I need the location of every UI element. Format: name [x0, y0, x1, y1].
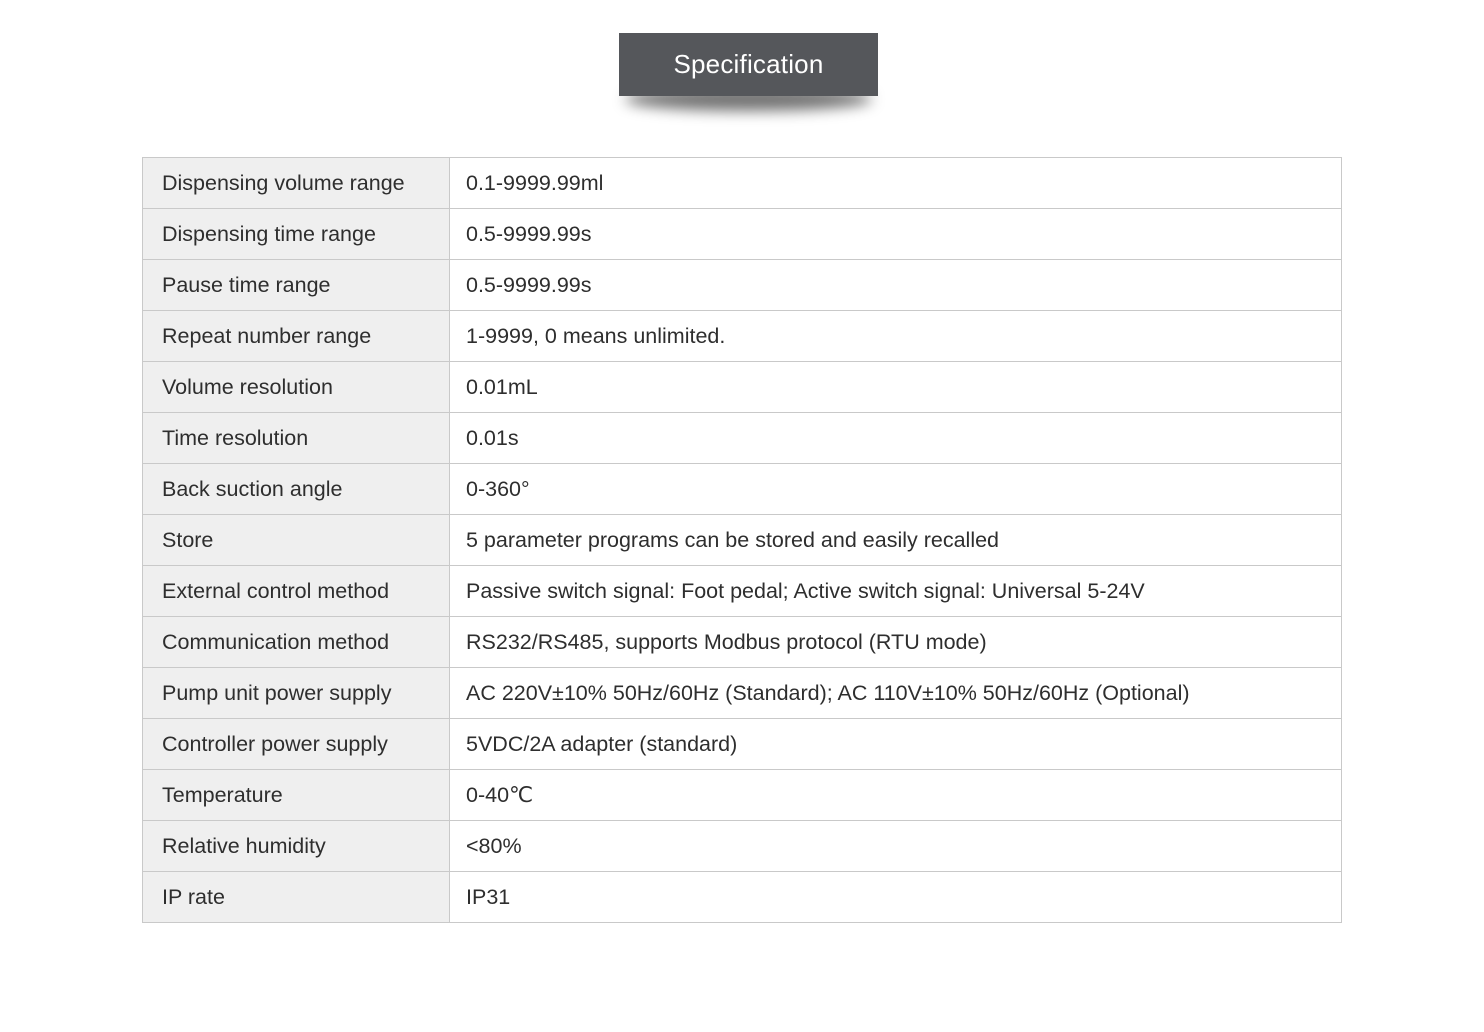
- spec-value-cell: <80%: [450, 821, 1342, 872]
- spec-value-cell: 5VDC/2A adapter (standard): [450, 719, 1342, 770]
- table-row: [143, 566, 1342, 617]
- table-row: [143, 719, 1342, 770]
- table-row: [143, 770, 1342, 821]
- table-row: [143, 668, 1342, 719]
- table-row: [143, 413, 1342, 464]
- table-row: [143, 158, 1342, 209]
- spec-value-cell: 0.01mL: [450, 362, 1342, 413]
- spec-value-cell: 0.5-9999.99s: [450, 209, 1342, 260]
- spec-label-cell: Pause time range: [143, 260, 450, 311]
- page-title: Specification: [619, 33, 878, 96]
- spec-value-cell: 0-360°: [450, 464, 1342, 515]
- specification-table-body: [143, 158, 1342, 923]
- spec-label-cell: Dispensing time range: [143, 209, 450, 260]
- spec-value-cell: 0.5-9999.99s: [450, 260, 1342, 311]
- spec-value-cell: RS232/RS485, supports Modbus protocol (RTU mode): [450, 617, 1342, 668]
- table-row: [143, 311, 1342, 362]
- spec-label-cell: Repeat number range: [143, 311, 450, 362]
- spec-label-cell: External control method: [143, 566, 450, 617]
- spec-label-cell: Temperature: [143, 770, 450, 821]
- table-row: [143, 362, 1342, 413]
- spec-label-cell: Controller power supply: [143, 719, 450, 770]
- table-row: [143, 872, 1342, 923]
- spec-label-cell: Pump unit power supply: [143, 668, 450, 719]
- spec-value-cell: 5 parameter programs can be stored and easily recalled: [450, 515, 1342, 566]
- spec-value-cell: 0.1-9999.99ml: [450, 158, 1342, 209]
- spec-label-cell: Communication method: [143, 617, 450, 668]
- table-row: [143, 209, 1342, 260]
- spec-label-cell: Relative humidity: [143, 821, 450, 872]
- spec-label-cell: Volume resolution: [143, 362, 450, 413]
- spec-value-cell: 0.01s: [450, 413, 1342, 464]
- spec-label-cell: Time resolution: [143, 413, 450, 464]
- spec-value-cell: AC 220V±10% 50Hz/60Hz (Standard); AC 110V±10% 50Hz/60Hz (Optional): [450, 668, 1342, 719]
- table-row: [143, 821, 1342, 872]
- spec-value-cell: 0-40℃: [450, 770, 1342, 821]
- spec-label-cell: IP rate: [143, 872, 450, 923]
- spec-value-cell: IP31: [450, 872, 1342, 923]
- table-row: [143, 515, 1342, 566]
- spec-label-cell: Back suction angle: [143, 464, 450, 515]
- specification-table: [142, 157, 1342, 923]
- table-row: [143, 617, 1342, 668]
- spec-value-cell: 1-9999, 0 means unlimited.: [450, 311, 1342, 362]
- table-row: [143, 464, 1342, 515]
- table-row: [143, 260, 1342, 311]
- spec-label-cell: Store: [143, 515, 450, 566]
- spec-value-cell: Passive switch signal: Foot pedal; Active switch signal: Universal 5-24V: [450, 566, 1342, 617]
- title-banner: [619, 33, 878, 96]
- spec-label-cell: Dispensing volume range: [143, 158, 450, 209]
